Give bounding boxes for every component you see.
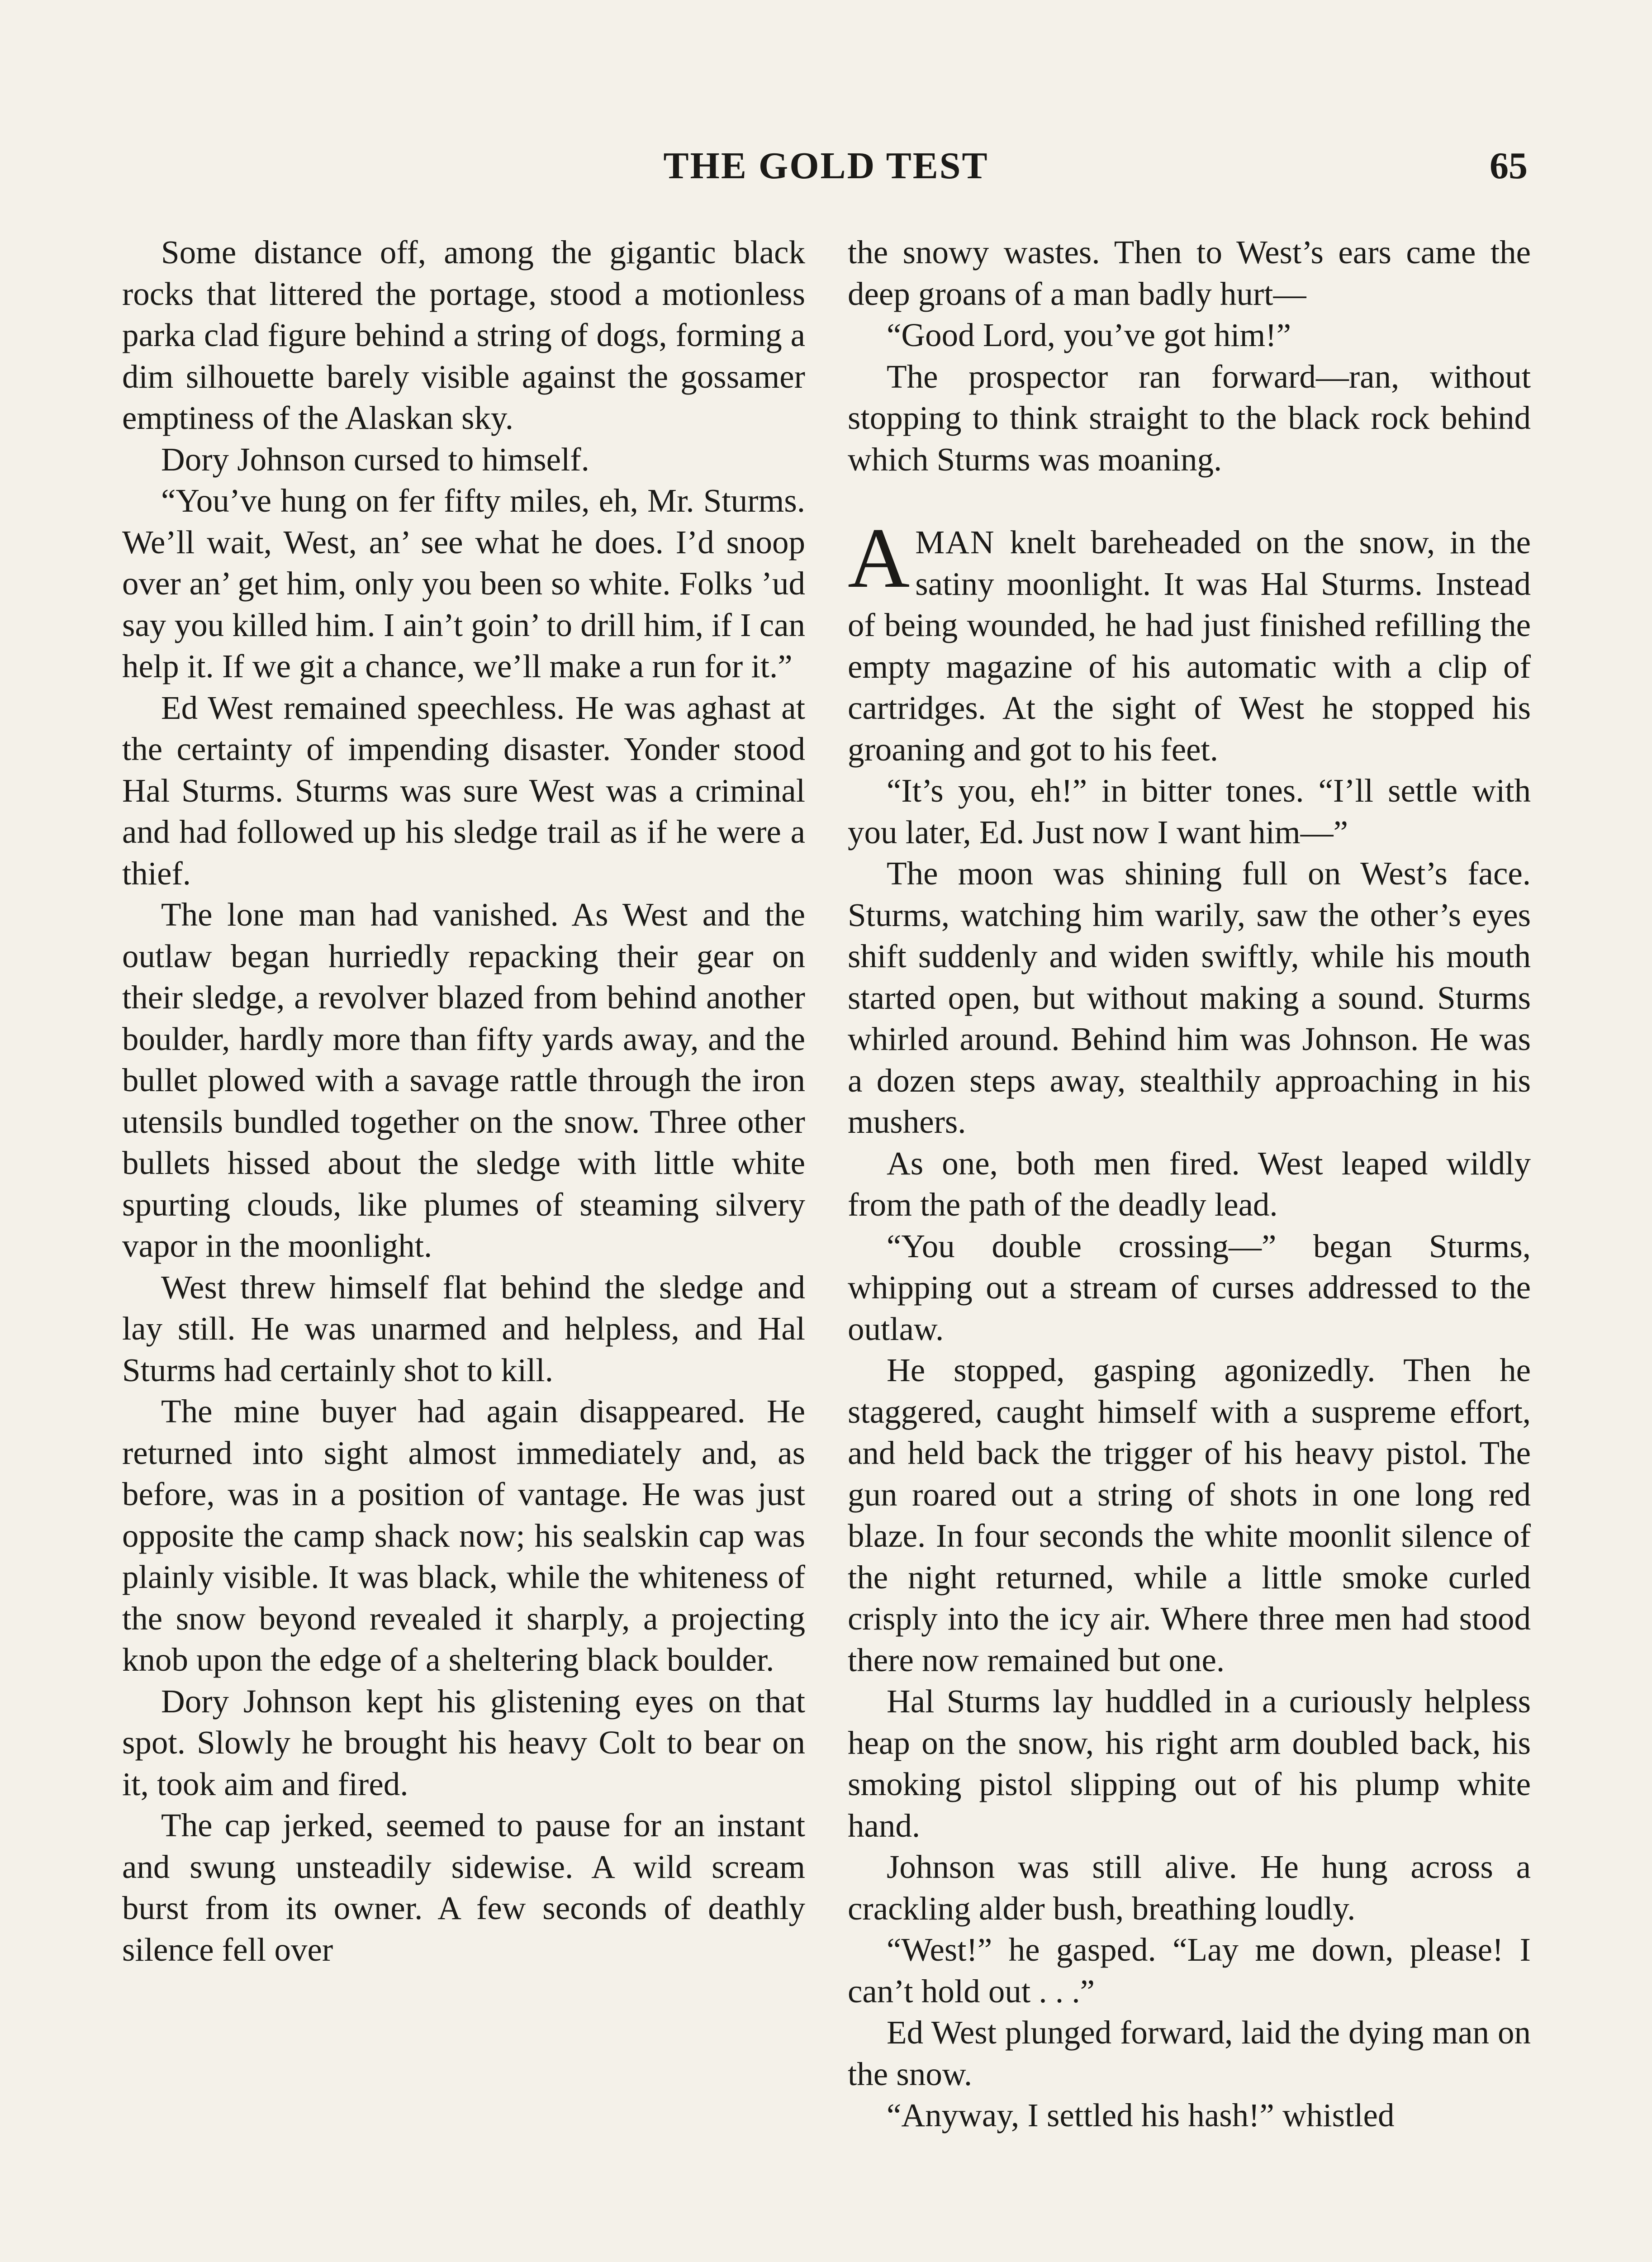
page-header	[0, 141, 1652, 191]
paragraph: He stopped, gasping agonizedly. Then he staggered, caught himself with a suspreme effort, and held back the trigger of his heavy pistol. The gun roared out a string of shots in one long red blaze. In four seconds the white moonlit silence of the night returned, while a little smoke curled crisply into the icy air. Where three men had stood there now remained but one.	[848, 1352, 1531, 1678]
paragraph: Dory Johnson cursed to himself.	[161, 441, 589, 478]
paragraph: “You double crossing—” began Sturms, whipping out a stream of curses addressed to the outlaw.	[848, 1227, 1531, 1347]
paragraph: “You’ve hung on fer fifty miles, eh, Mr. Sturms. We’ll wait, West, an’ see what he does. I’d snoop over an’ get him, only you been so white. Folks ’ud say you killed him. I ain’t goin’ to drill him, if I can help it. If we git a chance, we’ll make a run for it.”	[122, 482, 805, 684]
paragraph: Some distance off, among the gigantic black rocks that littered the portage, stood a motionless parka clad figure behind a string of dogs, forming a dim silhouette barely visible against the gossamer emptiness of the Alaskan sky.	[122, 234, 805, 436]
paragraph: The cap jerked, seemed to pause for an instant and swung unsteadily sidewise. A wild scream burst from its owner. A few seconds of deathly silence fell over	[122, 1807, 805, 1968]
paragraph: Hal Sturms lay huddled in a curiously helpless heap on the snow, his right arm doubled back, his smoking pistol slipping out of his plump white hand.	[848, 1683, 1531, 1844]
paragraph: Dory Johnson kept his glistening eyes on that spot. Slowly he brought his heavy Colt to bear on it, took aim and fired.	[122, 1682, 805, 1802]
paragraph: the snowy wastes. Then to West’s ears came the deep groans of a man badly hurt—	[848, 234, 1531, 312]
right-column	[848, 232, 1531, 2136]
paragraph: As one, both men fired. West leaped wildly from the path of the deadly lead.	[848, 1145, 1531, 1223]
running-title: THE GOLD TEST	[663, 145, 989, 187]
paragraph: The mine buyer had again disappeared. He returned into sight almost immediately and, as before, was in a position of vantage. He was just opposite the camp shack now; his sealskin cap was plainly visible. It was black, while the whiteness of the snow beyond revealed it sharply, a projecting knob upon the edge of a sheltering black boulder.	[122, 1393, 805, 1678]
paragraph: “Good Lord, you’ve got him!”	[887, 317, 1291, 353]
paragraph: “It’s you, eh!” in bitter tones. “I’ll settle with you later, Ed. Just now I want him—”	[848, 772, 1531, 851]
paragraph: “West!” he gasped. “Lay me down, please! I can’t hold out . . .”	[848, 1931, 1531, 2010]
section-break	[848, 480, 1531, 522]
drop-cap-letter: A	[848, 511, 910, 606]
paragraph: The lone man had vanished. As West and the outlaw began hurriedly repacking their gear on their sledge, a revolver blazed from behind another boulder, hardly more than fifty yards away, and the bullet plowed with a savage rattle through the iron utensils bundled together on the snow. Three other bullets hissed about the sledge with little white spurting clouds, like plumes of steaming silvery vapor in the moonlight.	[122, 896, 805, 1264]
paragraph: The prospector ran forward—ran, without stopping to think straight to the black rock behind which Sturms was moaning.	[848, 358, 1531, 478]
drop-cap-text: knelt bareheaded on the snow, in the satiny moonlight. It was Hal Sturms. Instead of being wounded, he had just finished refilling the empty magazine of his automatic with a clip of cartridges. At the sight of West he stopped his groaning and got to his feet.	[848, 524, 1531, 768]
paragraph: West threw himself flat behind the sledge and lay still. He was unarmed and helpless, and Hal Sturms had certainly shot to kill.	[122, 1269, 805, 1388]
paragraph: The moon was shining full on West’s face. Sturms, watching him warily, saw the other’s eyes shift suddenly and widen swiftly, while his mouth started open, but without making a sound. Sturms whirled around. Behind him was Johnson. He was a dozen steps away, stealthily approaching in his mushers.	[848, 855, 1531, 1140]
left-column	[122, 232, 805, 1970]
paragraph: Johnson was still alive. He hung across a crackling alder bush, breathing loudly.	[848, 1849, 1531, 1927]
drop-cap-smallcaps: MAN	[915, 524, 995, 561]
paragraph: Ed West plunged forward, laid the dying man on the snow.	[848, 2014, 1531, 2092]
drop-cap-paragraph	[848, 511, 1531, 770]
paragraph: Ed West remained speechless. He was aghast at the certainty of impending disaster. Yonder stood Hal Sturms. Sturms was sure West was a criminal and had followed up his sledge trail as if he were a thief.	[122, 689, 805, 892]
page-number: 65	[1490, 145, 1528, 187]
paragraph: “Anyway, I settled his hash!” whistled	[887, 2097, 1395, 2134]
